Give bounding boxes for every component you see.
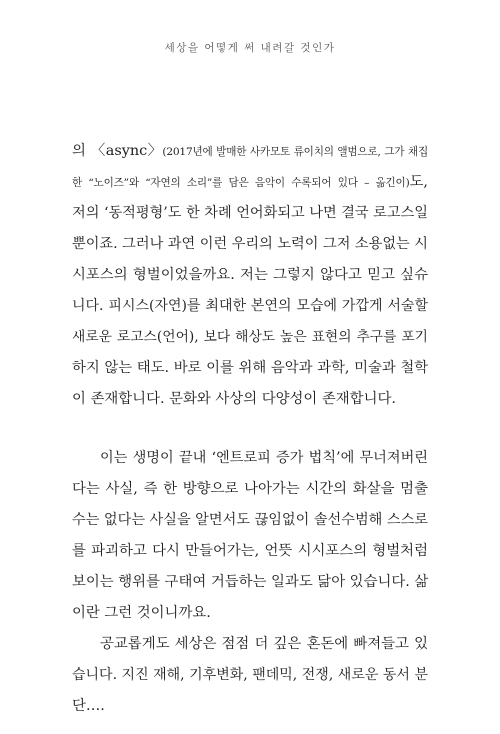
text-line: 하지 않는 태도. 바로 이를 위해 음악과 과학, 미술과 철학 <box>72 360 429 376</box>
text-line: 시포스의 형벌이었을까요. 저는 그렇지 않다고 믿고 싶슈 <box>72 267 428 283</box>
text-line: 습니다. 지진 재해, 기후변화, 팬데믹, 전쟁, 새로운 동서 분 <box>72 667 428 683</box>
running-header: 세상을 어떻게 써 내려갈 것인가 <box>164 42 336 54</box>
text-line: 이는 생명이 끝내 ‘엔트로피 증가 법칙’에 무너져버린 <box>100 450 428 466</box>
text-line: 수는 없다는 사실을 알면서도 끊임없이 솔선수범해 스스로 <box>72 512 428 528</box>
text-line: 새로운 로고스(언어), 보다 해상도 높은 표현의 추구를 포기 <box>72 329 428 345</box>
text-line: 를 파괴하고 다시 만들어가는, 언뜻 시시포스의 형벌처럼 <box>72 543 428 559</box>
text-line: 단…. <box>72 698 105 714</box>
translator-note: 한 “노이즈”와 “자연의 소리”를 담은 음악이 수록되어 있다 – 옮긴이) <box>72 177 410 189</box>
text-line: 니다. 피시스(자연)를 최대한 본연의 모습에 가깝게 서술할 <box>72 298 428 314</box>
paragraph-1 <box>72 136 428 415</box>
paragraph-3 <box>72 629 428 722</box>
text-line: 보이는 행위를 구태여 거듭하는 일과도 닮아 있습니다. 삶 <box>72 574 429 590</box>
text-line: 한 “노이즈”와 “자연의 소리”를 담은 음악이 수록되어 있다 – 옮긴이)도, <box>72 174 428 190</box>
text-line: 의 〈async〉(2017년에 발매한 사카모토 류이치의 앨범으로, 그가 채집 <box>72 143 428 159</box>
translator-note: (2017년에 발매한 사카모토 류이치의 앨범으로, 그가 채집 <box>162 146 428 158</box>
paragraph-spacer <box>72 415 428 443</box>
text-line: 저의 ‘동적평형’도 한 차례 언어화되고 나면 결국 로고스일 <box>72 205 428 221</box>
paragraph-2 <box>72 443 428 629</box>
text-line: 뿐이죠. 그러나 과연 이런 우리의 노력이 그저 소용없는 시 <box>72 236 428 252</box>
text-line: 공교롭게도 세상은 점점 더 깊은 혼돈에 빠져들고 있 <box>100 636 428 652</box>
text-line: 다는 사실, 즉 한 방향으로 나아가는 시간의 화살을 멈출 <box>72 481 428 497</box>
text-line: 이 존재합니다. 문화와 사상의 다양성이 존재합니다. <box>72 391 396 407</box>
body-text <box>72 136 428 722</box>
text-line: 이란 그런 것이니까요. <box>72 605 211 621</box>
